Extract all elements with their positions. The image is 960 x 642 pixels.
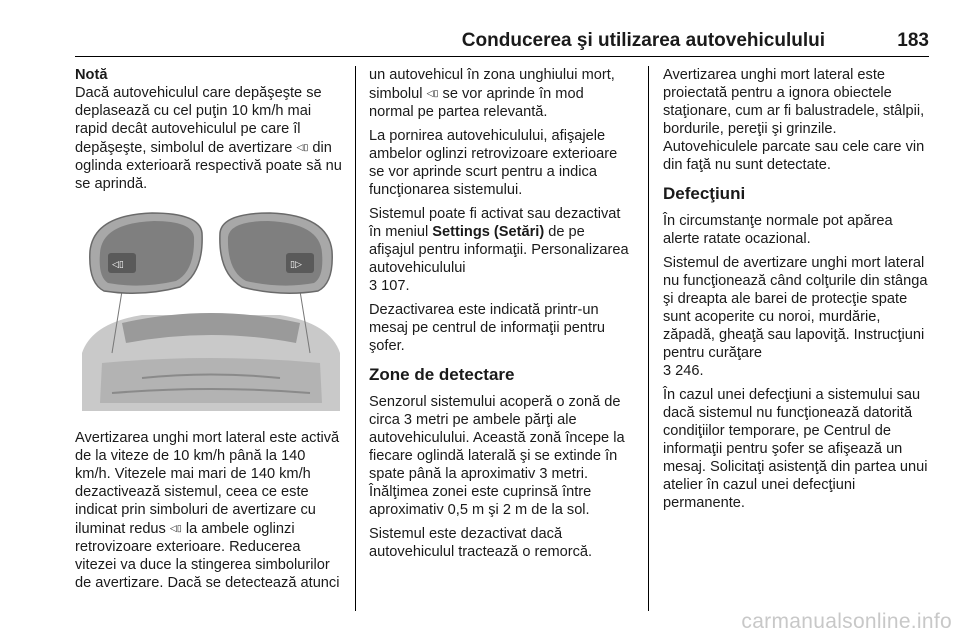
page-reference[interactable]: 3 246.	[663, 363, 704, 379]
column-1-lower	[75, 429, 345, 598]
para-settings: Sistemul poate fi activat sau dezactivat în meniul Settings (Setări) de pe afişajul pentru informaţii. Personalizarea autovehiculului 3 107.	[369, 206, 629, 294]
watermark: carmanualsonline.info	[741, 610, 952, 633]
page-header	[75, 30, 929, 60]
column-1	[75, 66, 345, 199]
section-heading-detection-zones: Zone de detectare	[369, 365, 515, 384]
column-2	[369, 66, 632, 567]
header-rule	[75, 56, 929, 57]
svg-text:▯▷: ▯▷	[290, 260, 302, 270]
mirror-illustration	[82, 203, 340, 411]
column-divider-1	[355, 66, 356, 611]
para-deactivation: Dezactivarea este indicată printr-un mesaj pe centrul de informaţii pentru şofer.	[369, 302, 606, 354]
section-heading-faults: Defecţiuni	[663, 184, 746, 203]
para-dirty-bumper: Sistemul de avertizare unghi mort lateral nu funcţionează când colţurile din stânga şi dreapta ale barei de protecţie spate sunt acoperite cu noroi, murdărie, zăpadă, gheaţă sau lapoviţă. Instrucţiuni pentru curăţare 3 246.	[663, 255, 928, 379]
para-sensor: Senzorul sistemului acoperă o zonă de circa 3 metri pe ambele părţi ale autovehiculului. Această zonă începe la fiecare oglindă laterală şi se extinde în spate până la aproximativ 3 metri. Înălţimea zonei este cuprinsă între aproximativ 0,5 m şi 2 m de la sol.	[369, 394, 625, 518]
blind-spot-warning-icon: ◁▯	[426, 88, 439, 98]
page-number: 183	[897, 30, 929, 51]
header-title: Conducerea şi utilizarea autovehiculului	[461, 30, 825, 51]
para-speed-range: Avertizarea unghi mort lateral este activă de la viteze de 10 km/h până la 140 km/h. Vitezele mai mari de 140 km/h dezactivează sistemul, ceea ce este indicat prin simboluri de avertizare cu iluminat redus ◁▯ la ambele oglinzi retrovizoare exterioare. Reducerea vitezei va duce la stingerea simbolurilor de avertizare. Dacă se detectează atunci	[75, 430, 340, 591]
para-missed-alerts: În circumstanţe normale pot apărea alerte ratate ocazional.	[663, 213, 893, 247]
para-startup: La pornirea autovehiculului, afişajele ambelor oglinzi retrovizoare exterioare se vor aprinde scurt pentru a indica funcţionarea sistemului.	[369, 128, 618, 198]
para-stationary: Avertizarea unghi mort lateral este proiectată pentru a ignora obiectele staţionare, cum ar fi balustradele, stâlpii, bordurile, pereţii şi grinzile. Autovehiculele parcate sau cele care vin din faţă nu sunt detectate.	[663, 67, 925, 173]
note-text: Dacă autovehiculul care depăşeşte se deplasează cu cel puţin 10 km/h mai rapid decât autovehiculul pe care îl depăşeşte, simbolul de avertizare ◁▯ din oglinda exterioară respectivă poate să nu se aprindă.	[75, 85, 342, 192]
note-heading: Notă	[75, 67, 108, 83]
para-trailer: Sistemul este dezactivat dacă autovehiculul tractează o remorcă.	[369, 526, 593, 560]
svg-text:◁▯: ◁▯	[112, 260, 124, 270]
column-divider-2	[648, 66, 649, 611]
settings-menu-label: Settings (Setări)	[432, 224, 545, 240]
blind-spot-warning-icon: ◁▯	[169, 523, 182, 533]
blind-spot-warning-icon: ◁▯	[296, 142, 309, 152]
page-reference[interactable]: 3 107.	[369, 278, 410, 294]
para-malfunction: În cazul unei defecţiuni a sistemului sau dacă sistemul nu funcţionează datorită condiţiilor temporare, pe Centrul de informaţii pentru şofer se afişează un mesaj. Solicitaţi asistenţă din partea unui atelier în cazul unei defecţiuni permanente.	[663, 387, 928, 511]
column-3	[663, 66, 928, 518]
para-blind-spot: un autovehicul în zona unghiului mort, simbolul ◁▯ se vor aprinde în mod normal pe partea relevantă.	[369, 67, 615, 120]
